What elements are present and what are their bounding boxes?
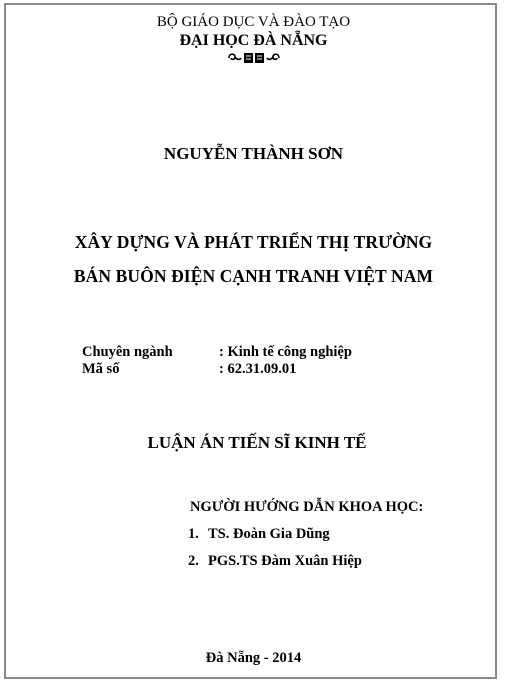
specialization-row (82, 344, 352, 361)
advisor-name: TS. Đoàn Gia Dũng (208, 526, 330, 542)
author-name: NGUYỄN THÀNH SƠN (163, 144, 344, 163)
advisor-number: 1. (188, 526, 199, 542)
advisors-heading: NGƯỜI HƯỚNG DẪN KHOA HỌC: (190, 499, 424, 515)
place-year: Đà Nẵng - 2014 (205, 650, 302, 666)
code-label: Mã số (82, 361, 120, 377)
thesis-title-line-2: BÁN BUÔN ĐIỆN CẠNH TRANH VIỆT NAM (73, 266, 434, 286)
code-value: : 62.31.09.01 (219, 361, 297, 377)
specialization-value: : Kinh tế công nghiệp (219, 344, 352, 360)
advisor-name: PGS.TS Đàm Xuân Hiệp (208, 553, 362, 569)
advisor-number: 2. (188, 553, 199, 569)
advisor-item (188, 553, 362, 570)
specialization-label: Chuyên ngành (82, 344, 173, 360)
ministry-name: BỘ GIÁO DỤC VÀ ĐÀO TẠO (156, 14, 351, 30)
book-ornament-icon (0, 50, 507, 68)
page-border (4, 3, 497, 679)
degree-title: LUẬN ÁN TIẾN SĨ KINH TẾ (147, 433, 367, 452)
thesis-title-line-1: XÂY DỰNG VÀ PHÁT TRIỂN THỊ TRƯỜNG (74, 232, 433, 252)
university-name: ĐẠI HỌC ĐÀ NẴNG (179, 32, 328, 49)
advisor-item (188, 526, 330, 543)
code-row (82, 361, 296, 378)
